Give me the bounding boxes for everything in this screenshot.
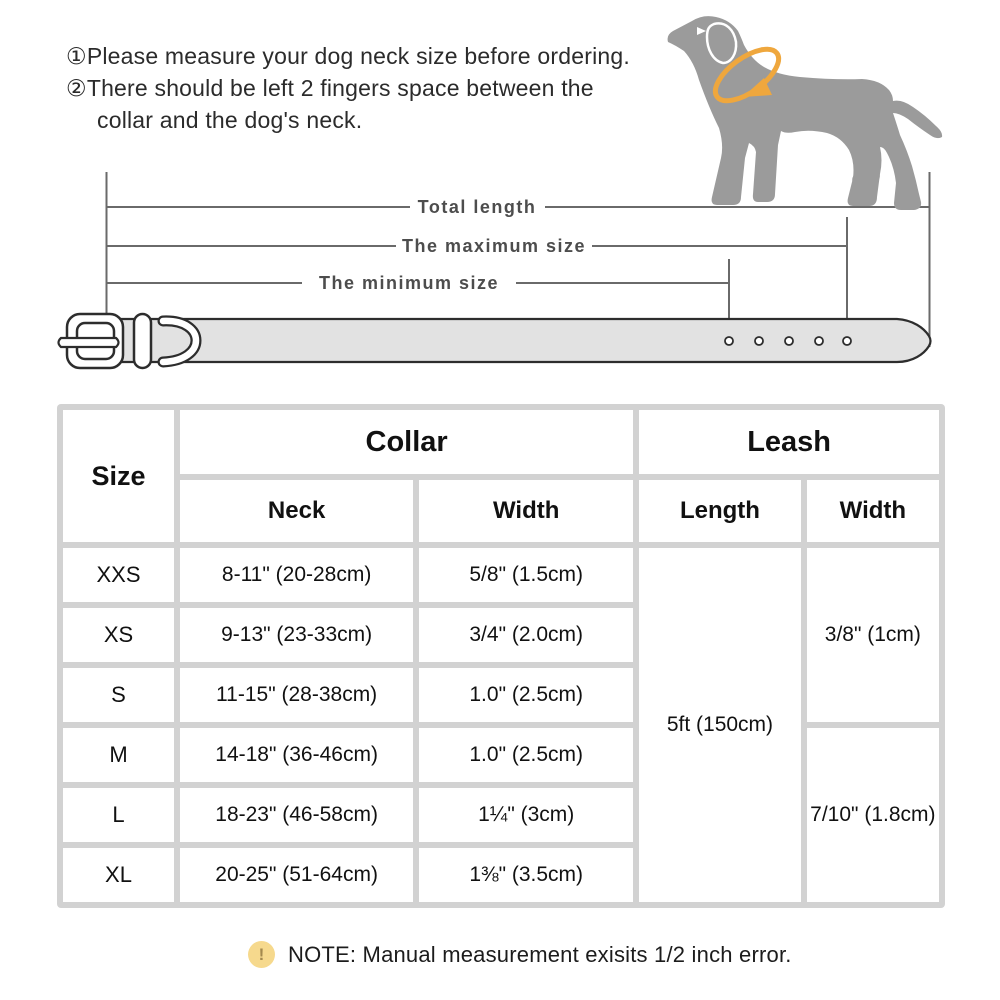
table-row-m <box>63 728 939 782</box>
maximum-size-label: The maximum size <box>401 236 587 256</box>
total-length-label: Total length <box>417 197 537 217</box>
cell-neck: 14-18" (36-46cm) <box>180 728 413 782</box>
cell-collar-width: 1¼" (3cm) <box>419 788 633 842</box>
header-collar: Collar <box>180 410 633 474</box>
cell-collar-width: 1⅜" (3.5cm) <box>419 848 633 902</box>
cell-size: XXS <box>63 548 174 602</box>
collar-hole <box>843 337 851 345</box>
instruction-line-1: ①Please measure your dog neck size before ordering. <box>66 43 630 69</box>
collar-hole <box>755 337 763 345</box>
cell-collar-width: 1.0" (2.5cm) <box>419 728 633 782</box>
collar-illustration <box>59 314 931 368</box>
collar-hole <box>815 337 823 345</box>
cell-size: L <box>63 788 174 842</box>
table-row-xxs <box>63 548 939 602</box>
cell-size: M <box>63 728 174 782</box>
header-leash-length: Length <box>639 480 801 542</box>
header-collar-neck: Neck <box>180 480 413 542</box>
header-leash: Leash <box>639 410 939 474</box>
header-size: Size <box>63 410 174 542</box>
table-header-row-2 <box>63 480 939 542</box>
cell-leash-length: 5ft (150cm) <box>639 548 801 902</box>
header-collar-width: Width <box>419 480 633 542</box>
note <box>248 941 792 968</box>
cell-size: XS <box>63 608 174 662</box>
header-leash-width: Width <box>807 480 939 542</box>
cell-neck: 8-11" (20-28cm) <box>180 548 413 602</box>
buckle-prong <box>59 338 119 347</box>
size-table <box>57 404 945 908</box>
note-text: NOTE: Manual measurement exisits 1/2 inch error. <box>288 941 792 967</box>
cell-neck: 11-15" (28-38cm) <box>180 668 413 722</box>
cell-neck: 20-25" (51-64cm) <box>180 848 413 902</box>
cell-neck: 18-23" (46-58cm) <box>180 788 413 842</box>
table-header-row-1 <box>63 410 939 474</box>
dog-illustration <box>668 16 943 210</box>
cell-collar-width: 3/4" (2.0cm) <box>419 608 633 662</box>
cell-collar-width: 1.0" (2.5cm) <box>419 668 633 722</box>
exclamation-icon: ! <box>248 941 275 968</box>
measurement-diagram <box>0 0 1000 400</box>
cell-leash-width-small: 3/8" (1cm) <box>807 548 939 722</box>
collar-hole <box>785 337 793 345</box>
collar-strap <box>104 319 931 362</box>
collar-keeper-loop <box>134 314 151 368</box>
cell-leash-width-large: 7/10" (1.8cm) <box>807 728 939 902</box>
cell-size: XL <box>63 848 174 902</box>
cell-neck: 9-13" (23-33cm) <box>180 608 413 662</box>
instruction-line-2: ②There should be left 2 fingers space between the <box>66 75 594 101</box>
collar-hole <box>725 337 733 345</box>
instruction-line-3: collar and the dog's neck. <box>97 107 363 133</box>
cell-size: S <box>63 668 174 722</box>
minimum-size-label: The minimum size <box>318 273 500 293</box>
cell-collar-width: 5/8" (1.5cm) <box>419 548 633 602</box>
